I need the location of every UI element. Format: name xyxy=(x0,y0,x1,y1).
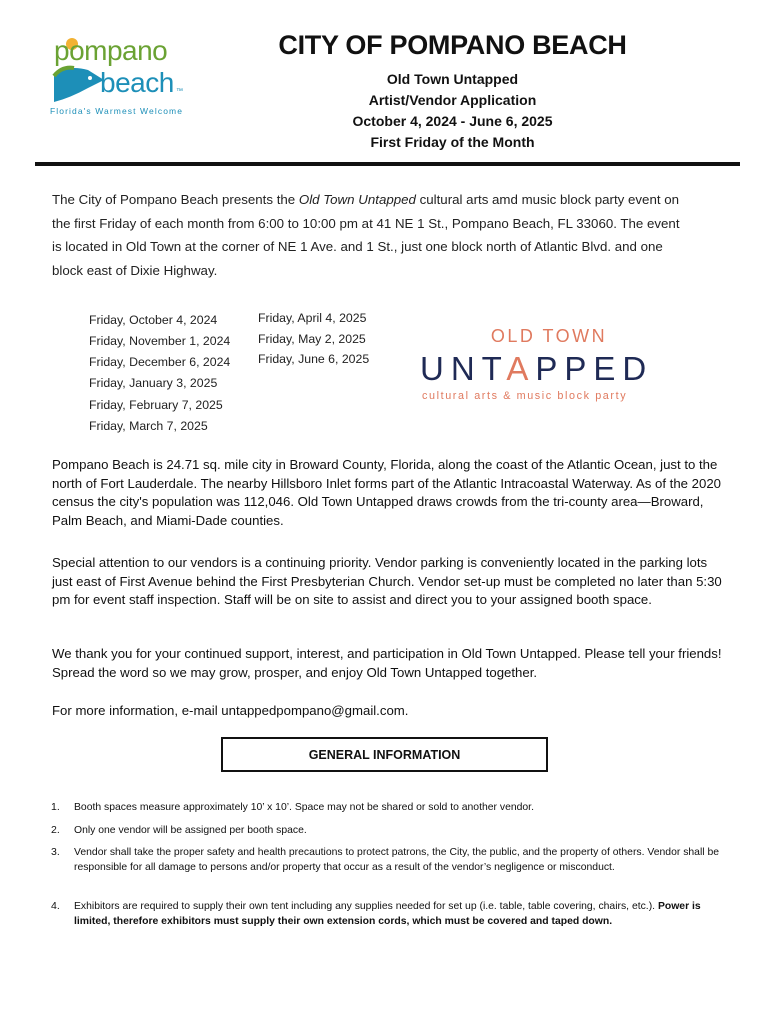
list-item-number: 2. xyxy=(51,824,60,836)
logo-name-top: pompano xyxy=(54,35,168,66)
list-item-number: 3. xyxy=(51,846,60,858)
list-item: Vendor shall take the proper safety and health precautions to protect patrons, the City, the public, and the property of others. Vendor shall be responsible for all damage to persons and/or property that occur as a result of the vendor’s negligence or misconduct. xyxy=(74,847,720,873)
event-logo-line2-accent: A xyxy=(506,350,536,387)
date-item: Friday, April 4, 2025 xyxy=(258,311,367,325)
date-item: Friday, January 3, 2025 xyxy=(89,376,218,390)
date-item: Friday, February 7, 2025 xyxy=(89,398,223,412)
logo-tagline: Florida's Warmest Welcome xyxy=(50,106,184,116)
subtitle-date-range: October 4, 2024 - June 6, 2025 xyxy=(352,113,553,129)
date-item: Friday, December 6, 2024 xyxy=(89,355,231,369)
thank-you-paragraph: We thank you for your continued support, interest, and participation in Old Town Untapped. Please tell your friends! Spread the word so we may grow, prosper, and enjoy Old Town Untapped together. xyxy=(52,646,722,680)
date-item: Friday, October 4, 2024 xyxy=(89,313,218,327)
intro-paragraph xyxy=(52,188,692,282)
list-item: Booth spaces measure approximately 10’ x 10’. Space may not be shared or sold to another vendor. xyxy=(74,802,534,813)
subtitle-event: Old Town Untapped xyxy=(386,71,519,87)
general-info-heading: GENERAL INFORMATION xyxy=(308,747,461,762)
list-item xyxy=(74,899,724,929)
intro-text-end: cultural arts amd music block party event on the first Friday of each month from 6:00 to 10:00 pm at 41 NE 1 St., Pompano Beach, FL 33060. The event is located in Old Town at the corner of NE 1 Ave. and 1 St., just one block north of Atlantic Blvd. and one block east of Dixie Highway. xyxy=(52,192,680,278)
about-city-paragraph: Pompano Beach is 24.71 sq. mile city in Broward County, Florida, along the coast of the Atlantic Ocean, just to the north of Fort Lauderdale. The nearby Hillsboro Inlet forms part of the Atlantic Intracoastal Waterway. As of the 2020 census the city's population was 112,046. Old Town Untapped draws crowds from the tri-county area—Broward, Palm Beach, and Miami-Dade counties. xyxy=(52,457,722,528)
event-logo-line2-start: UNT xyxy=(420,350,507,387)
list-item: Only one vendor will be assigned per booth space. xyxy=(74,825,307,836)
pompano-beach-logo xyxy=(48,36,188,120)
list-item-number: 4. xyxy=(51,900,60,912)
contact-paragraph: For more information, e-mail untappedpompano@gmail.com. xyxy=(52,703,409,718)
subtitle-application: Artist/Vendor Application xyxy=(368,92,537,108)
date-item: Friday, June 6, 2025 xyxy=(258,352,370,366)
intro-text-start: The City of Pompano Beach presents the xyxy=(52,192,299,207)
general-info-heading-box xyxy=(221,737,548,772)
header-divider xyxy=(35,162,740,166)
date-item: Friday, May 2, 2025 xyxy=(258,332,366,346)
date-item: Friday, November 1, 2024 xyxy=(89,334,231,348)
event-logo-line2 xyxy=(420,350,678,388)
vendor-attention-paragraph: Special attention to our vendors is a continuing priority. Vendor parking is conveniently located in the parking lots just east of First Avenue behind the First Presbyterian Church. Vendor set-up must be completed no later than 5:30 pm for event staff inspection. Staff will be on site to assist and direct you to your assigned booth space. xyxy=(52,555,722,607)
date-item: Friday, March 7, 2025 xyxy=(89,419,208,433)
list-item-number: 1. xyxy=(51,801,60,813)
event-logo-line2-end: PPED xyxy=(535,350,654,387)
event-logo-line1: OLD TOWN xyxy=(490,326,608,346)
list-item-text: Exhibitors are required to supply their own tent including any supplies needed for set up (i.e. table, table covering, chairs, etc.). xyxy=(74,901,658,912)
list-item-emphasis: Power is limited, therefore exhibitors must supply their own extension cords, which must be covered and taped down. xyxy=(74,901,701,927)
intro-event-name: Old Town Untapped xyxy=(298,192,416,207)
old-town-untapped-logo xyxy=(420,326,680,406)
event-logo-tagline: cultural arts & music block party xyxy=(422,390,628,402)
logo-name-bottom: beach xyxy=(100,67,174,98)
page-title: CITY OF POMPANO BEACH xyxy=(278,30,627,60)
subtitle-schedule: First Friday of the Month xyxy=(370,134,535,150)
logo-trademark: ™ xyxy=(176,88,183,95)
